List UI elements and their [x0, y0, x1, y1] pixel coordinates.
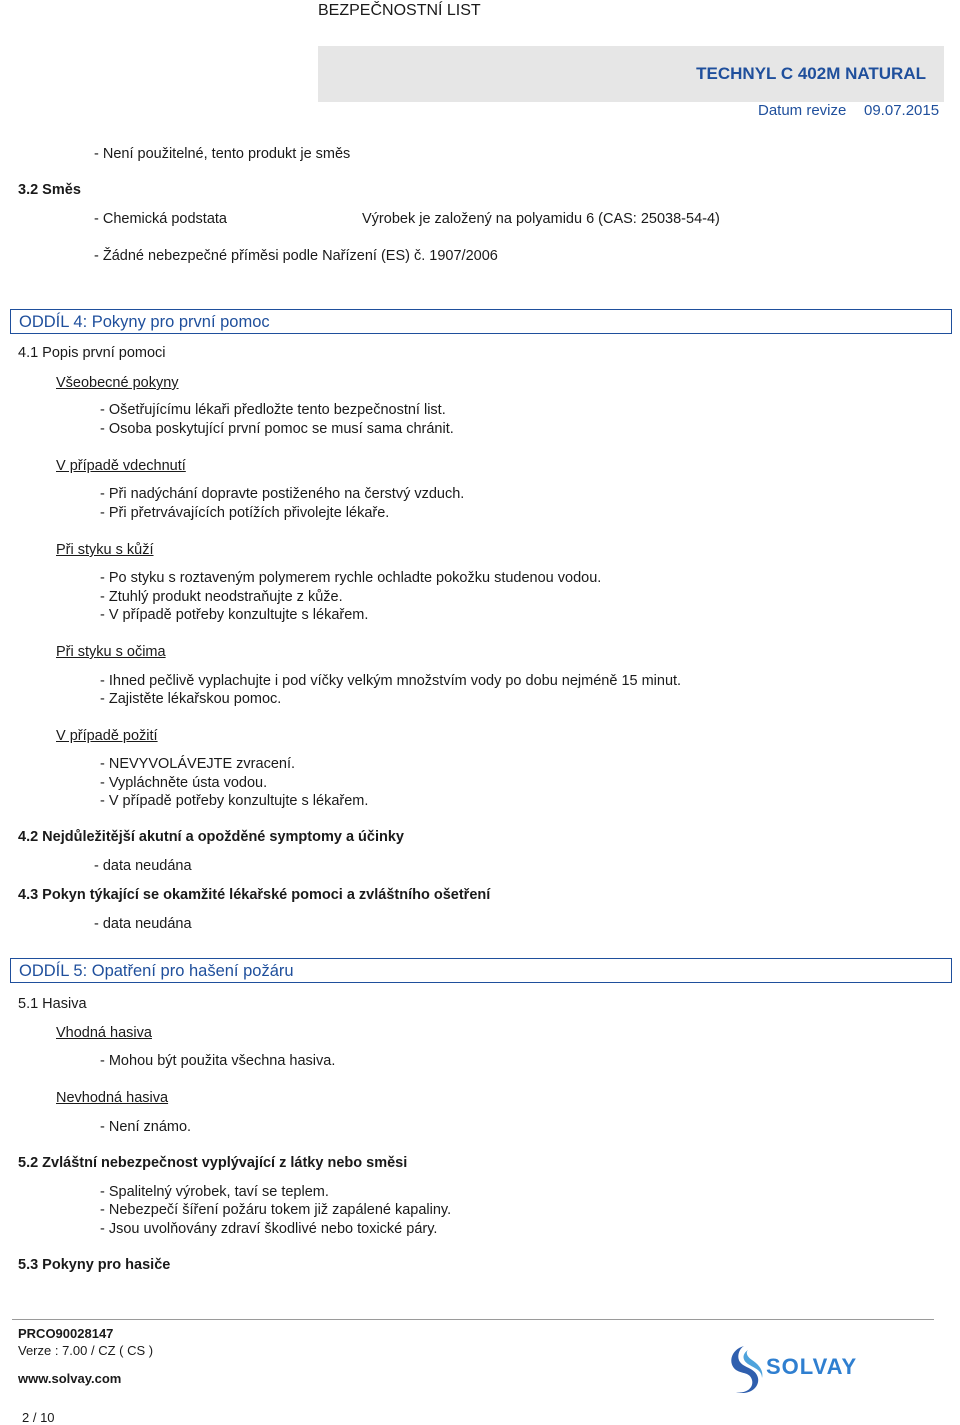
- subsection-5-1-heading: 5.1 Hasiva: [18, 996, 87, 1012]
- version-info: Verze : 7.00 / CZ ( CS ): [18, 1343, 154, 1358]
- list-item: - Ihned pečlivě vyplachujte i pod víčky velkým množstvím vody po dobu nejméně 15 minut.: [100, 673, 682, 689]
- list-item: - NEVYVOLÁVEJTE zvracení.: [100, 756, 296, 772]
- list-item: - Zajistěte lékařskou pomoc.: [100, 691, 282, 707]
- list-item: - Při nadýchání dopravte postiženého na čerstvý vzduch.: [100, 486, 465, 502]
- subsection-4-1-heading: 4.1 Popis první pomoci: [18, 345, 166, 361]
- section-5-header: [10, 958, 952, 983]
- list-item: - data neudána: [94, 858, 192, 874]
- list-item: - Ztuhlý produkt neodstraňujte z kůže.: [100, 589, 343, 605]
- ingestion-heading: V případě požití: [56, 728, 158, 744]
- subsection-3-2-heading: 3.2 Směs: [18, 182, 81, 198]
- inhalation-heading: V případě vdechnutí: [56, 458, 186, 474]
- revision-label: Datum revize: [758, 102, 847, 119]
- general-advice-heading: Všeobecné pokyny: [56, 375, 179, 391]
- logo-text: SOLVAY: [766, 1354, 858, 1379]
- subsection-5-3-heading: 5.3 Pokyny pro hasiče: [18, 1257, 171, 1273]
- no-hazardous-impurities: - Žádné nebezpečné příměsi podle Nařízení (ES) č. 1907/2006: [94, 248, 498, 264]
- list-item: - Při přetrvávajících potížích přivolejte lékaře.: [100, 505, 390, 521]
- chemical-nature-label: - Chemická podstata: [94, 211, 227, 227]
- unsuitable-media-heading: Nevhodná hasiva: [56, 1090, 169, 1106]
- document-title: BEZPEČNOSTNÍ LIST: [318, 2, 481, 19]
- section-4-title: ODDÍL 4: Pokyny pro první pomoc: [19, 313, 270, 331]
- chemical-nature-value: Výrobek je založený na polyamidu 6 (CAS: 25038-54-4): [362, 211, 720, 227]
- list-item: - V případě potřeby konzultujte s lékařem.: [100, 607, 369, 623]
- revision-date: 09.07.2015: [864, 102, 940, 119]
- section-5-title: ODDÍL 5: Opatření pro hašení požáru: [19, 962, 294, 980]
- solvay-logo: [726, 1340, 856, 1396]
- page-number: 2 / 10: [22, 1410, 55, 1425]
- website-link[interactable]: www.solvay.com: [18, 1371, 122, 1386]
- list-item: - Nebezpečí šíření požáru tokem již zapálené kapaliny.: [100, 1202, 452, 1218]
- list-item: - Spalitelný výrobek, taví se teplem.: [100, 1184, 329, 1200]
- list-item: - Není známo.: [100, 1119, 192, 1135]
- list-item: - Osoba poskytující první pomoc se musí sama chránit.: [100, 421, 454, 437]
- product-name: TECHNYL C 402M NATURAL: [696, 64, 926, 83]
- eye-contact-heading: Při styku s očima: [56, 644, 166, 660]
- subsection-4-3-heading: 4.3 Pokyn týkající se okamžité lékařské pomoci a zvláštního ošetření: [18, 887, 491, 903]
- subsection-5-2-heading: 5.2 Zvláštní nebezpečnost vyplývající z látky nebo směsi: [18, 1155, 408, 1171]
- document-code: PRCO90028147: [18, 1326, 114, 1341]
- footer-divider: [12, 1319, 934, 1320]
- skin-contact-heading: Při styku s kůží: [56, 542, 154, 558]
- list-item: - V případě potřeby konzultujte s lékařem.: [100, 793, 369, 809]
- suitable-media-heading: Vhodná hasiva: [56, 1025, 152, 1041]
- list-item: - Vypláchněte ústa vodou.: [100, 775, 268, 791]
- list-item: - Jsou uvolňovány zdraví škodlivé nebo toxické páry.: [100, 1221, 438, 1237]
- subsection-4-2-heading: 4.2 Nejdůležitější akutní a opožděné symptomy a účinky: [18, 829, 404, 845]
- list-item: - Mohou být použita všechna hasiva.: [100, 1053, 336, 1069]
- product-header-box: [318, 46, 944, 102]
- not-applicable-item: - Není použitelné, tento produkt je směs: [94, 146, 351, 162]
- section-4-header: [10, 309, 952, 334]
- list-item: - data neudána: [94, 916, 192, 932]
- list-item: - Ošetřujícímu lékaři předložte tento bezpečnostní list.: [100, 402, 446, 418]
- list-item: - Po styku s roztaveným polymerem rychle ochladte pokožku studenou vodou.: [100, 570, 602, 586]
